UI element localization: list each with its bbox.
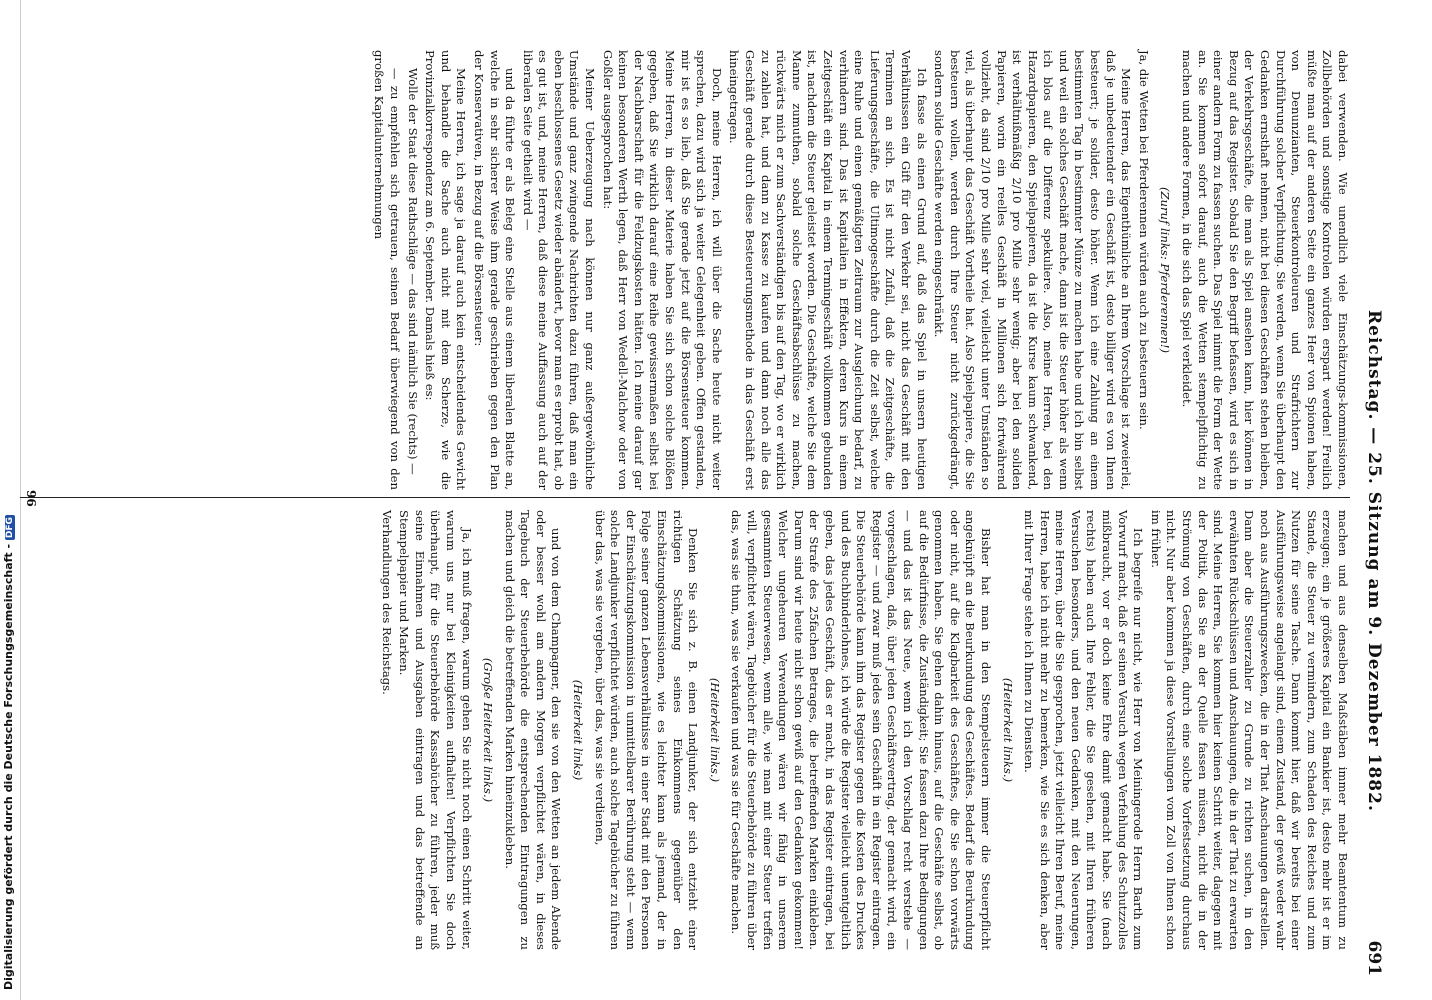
- signature-mark: 96: [24, 490, 38, 507]
- interjection: (Heiterkeit links.): [1000, 677, 1015, 783]
- paragraph: Ja, ich muß fragen, warum gehen Sie nicht noch einen Schritt weiter, warum uns nur bei Kleinigkeiten aufhalten! Verpflichten Sie doch überhaupt, für die Steuerbehörde Kassabücher zu führen, jeder muß seine Einnahmen und Ausgaben eintragen und das betreffende an Stempelpapier und Marken.: [397, 510, 474, 950]
- paragraph: und von dem Champagner, den sie von den Wetten an jedem Abende oder besser wohl am andern Morgen verpflichtet wären, in dieses Tagebuch der Steuerbehörde die entsprechenden Eintragungen zu machen und gleich die betreffenden Marken hineinzukleben.: [502, 510, 564, 950]
- paragraph: Ja, die Wetten bei Pferderennen würden auch zu besteuern sein.: [1136, 50, 1151, 430]
- funding-credit-text: Digitalisierung gefördert durch die Deutsche Forschungsgemeinschaft -: [2, 543, 15, 990]
- paragraph: Bisher hat man in den Stempelsteuern immer die Steuerpflicht angeknüpft an die Beurkundung des Geschäftes. Bedarf die Beurkundung oder nicht, auf die Klagbarkeit des Geschäftes, die Sie schon vorwärts genommen haben. Sie gehen dahin hinaus, auf die Geschäfte selbst, ob auf die Bedürfnisse, die Zuständigkeit; Sie fassen dazu Ihre Bedingungen — und das ist das Neue, wenn ich den Vorschlag recht verstehe — vorgeschlagen, daß, über jeden Geschäftsvertrag, der gemacht wird, ein Register — und zwar muß jedes sein Geschäft in ein Register eintragen. Die Steuerbehörde kann ihm das Register gegen die Kosten des Druckes und des Buchbinderlohnes, ich würde die Register vielleicht unentgeltlich geben, das jedes Geschäft, das er macht, in das Register eintragen, bei der Strafe des 25fachen Betrages, die betreffenden Marken einkleben. Darum sind wir heute nicht schon gewiß auf den Gedanken gekommen! Welcher ungeheuren Verwendungen wären wir fähig in unserem gesammten Steuerwesen, wenn alle, wie man mit einer Steuer treffen will, verpflichtet wären, Tagebücher für die Steuerbehörde zu führen über das, was sie thun, was sie verkaufen und was sie für Geschäfte machen.: [729, 510, 993, 950]
- paragraph: Verhandlungen des Reichstags.: [379, 510, 394, 695]
- page-number: 691: [1364, 940, 1384, 976]
- paragraph: Ich begreife nur nicht, wie Herr von Meiningerode Herrn Barth zum Vorwurf macht, daß er seinen Versuch wegen Verfehlung des Schutzzolles mißbraucht, vor er doch keine Ehre damit gemacht habe. Sie (nach rechts) haben auch Ihre Fehler, die Sie gesehen, mit Ihren früheren Versuchen besonders, und den neuen Gedanken, mit den Neuerungen, meine Herren, über die Sie gesprochen, jetzt vielleicht Ihren Beruf, meine Herren, habe ich nicht mehr zu bemerken, wie Sie es sich denken, aber mit Ihrer Frage stehe ich Ihnen zu Diensten.: [1022, 510, 1146, 950]
- left-column: [369, 50, 1350, 490]
- page-header: [1356, 40, 1386, 980]
- paragraph: Meine Herren, ich sage ja darauf auch kein entscheidendes Gewicht und behandle die Sache auch nicht mit dem Scherze, wie die Provinzialkorrespondenz am 6. September. Damals hieß es:: [423, 50, 469, 490]
- column-divider: [20, 497, 1350, 498]
- dfg-logo-icon: DFG: [5, 517, 15, 539]
- paragraph: Doch, meine Herren, ich will über die Sache heute nicht weiter sprechen, dazu wird sich ja weiter Gelegenheit geben. Offen gestanden, mir ist es so lieb, daß Sie gerade jetzt auf die Börsensteuer kommen. Meine Herren, in dieser Materie haben Sie sich schon solche Blößen gegeben, daß Sie wirklich darauf eine Reihe gewissermaßen selbst bei der Nachbarschaft für die Feldzugskosten hätten. Ich meine darauf gar keinen besonderen Werth legen, daß Herr von Wedell-Malchow oder von Goßler ausgesprochen hat:: [600, 50, 724, 490]
- paragraph: machen und aus denselben Maßstäben immer mehr Beamtentum zu erzeugen; ein je größeres Kapital ein Bankier ist, desto mehr ist er im Stande, die Steuer zu vermindern, zum Schaden des Reiches und zum Nutzen für seine Tasche. Dann kommt hier, daß wir bereits bei einer Ausführungsweise angelangt sind, einem Zustand, der gewiß weder wahr noch aus Ausführungszwecken, die in der That Anschauungen darstellen. Dann aber die Steuerzahler zu Grunde zu richten suchen, in den erwähnten Rückschlüssen und Anschauungen, die in der That zu erwarten sind. Meine Herren, Sie kommen hier keinen Schritt weiter, dagegen mit der Politik, das Sie an der Quelle fassen müssen, nicht die in der Strömung von Geschäften, durch eine solche Vorfestsetzung durchaus nicht. Nur aber kommen ja diese Vorstellungen vom Zoll von Ihnen schon im früher.: [1148, 510, 1350, 950]
- right-column: [376, 510, 1350, 950]
- paragraph: Meiner Ueberzeugung nach können nur ganz außergewöhnliche Umstände und ganz zwingende Nachrichten dazu führen, daß man ein eben beschlossenes Gesetz wieder abändert, bevor man es erprobt hat, ob es gut ist, und, meine Herren, daß diese meine Auffassung auch auf der liberalen Seite getheilt wird —: [520, 50, 598, 490]
- page-title: Reichstag. — 25. Sitzung am 9. Dezember 1882.: [1364, 310, 1384, 812]
- paragraph: Meine Herren, das Eigenthümliche an Ihrem Vorschlage ist zweierlei, daß je unbedeutender ein Geschäft ist, desto billiger wird es von Ihnen besteuert; je solider, desto höher. Wenn ich eine Zahlung an einem bestimmten Tag in bestimmter Münze zu machen habe und ich bin selbst und weil ein solches Geschäft mache, dann ist die Steuer höher als wenn ich blos auf die Differenz spekuliere. Also, meine Herren, bei den Hazardpapieren, den Spielpapieren, da ist die Kurse kaum schwankend, ist verhältnißmäßig 2/10 pro Mille sehr wenig; aber bei den soliden Papieren, worin ein reelles Geschäft in Millionen sich fortwährend vollzieht, da sind 2/10 pro Mille sehr viel, vielleicht unter Umständen so viel, als überhaupt das Geschäft Vortheile hat. Also Spielpapiere, die Sie besteuern wollen, werden durch Ihre Steuer nicht zurückgedrängt, sondern solide Geschäfte werden eingeschränkt.: [932, 50, 1134, 490]
- paragraph: — zu empfehlen sich getrauen, seinen Bedarf überwiegend von den großen Kapitalunternehmungen: [372, 50, 402, 490]
- paragraph: dabei verwenden. Wie unendlich viele Einschätzungs-kommissionen, Zollbehörden und sonstige Kontrolen würden erspart werden! Freilich müßte man auf der anderen Seite ein ganzes Heer von Spionen haben, von Denunzianten, Steuerkontroleuren und Strafrichtern zur Durchführung solcher Verpflichtung. Sie werden, wenn Sie überhaupt den Gedanken ernsthaft nehmen, nicht bei diesen Geschäften stehen bleiben, der Verkehrsgeschäfte, die man als Spiel ansehen kann, hier können in Bezug auf das Register. Sobald Sie den Begriff befassen, wird es sich in einer andern Form zu fassen suchen. Das Spiel nimmt die Form der Wette an. Sie kommen sofort darauf, auch die Wetten stempelpflichtig zu machen und andere Formen, in die sich das Spiel verkleidet.: [1180, 50, 1350, 490]
- interjection: (Große Heiterkeit links.): [481, 657, 496, 803]
- paragraph: Denken Sie sich z. B. einen Landjunker, der sich entzieht einer richtigen Schätzung seines Einkommens gegenüber den Einschätzungskommissionen, wie es leichter kann als jemand, der in Folge seiner ganzen Lebensverhältnisse in einer Stadt mit den Personen der Einschätzungskommission in unmittelbarer Berührung steht — wenn solche Landjunker verpflichtet würden, auch solche Tagebücher zu führen über das, was sie vergeben, über das, was sie verdienen,: [592, 510, 701, 950]
- interjection: (Zuruf links: Pferderennen!): [1158, 186, 1173, 354]
- paragraph: Ich fasse als einen Grund auf, daß das Spiel in unsern heutigen Verhältnissen ein Gift für den Verkehr sei, nicht das Geschäft mit den Terminen an sich. Es ist nicht Zufall, daß die Zeitgeschäfte, die Lieferungsgeschäfte, die Ultimogeschäfte durch die Zeit selbst, welche eine Ruhe und einen gemäßigten Zeitraum zur Ausgleichung bedarf, zu verhindern sind. Das ist Kapitalien in Effekten, deren Kurs in einem Zeitgeschäft ein Kapital in einem Termingeschäft vollkommen gebunden ist, nachdem die Steuer geleistet worden. Die Geschäfte, welche Sie dem Manne zumuthen, sobald solche Geschäftsabschlüsse zu machen, rückwärts mich er zum Sachverständigen bis auf den Tag, wo er wirklich zu zahlen hat, und dann zu Kasse zu kaufen und dann noch alle das Geschäft gerade durch diese Besteuerungsmethode in das Geschäft erst hineingetragen.: [727, 50, 929, 490]
- paragraph: Wolle der Staat diese Rathschläge — das sind nämlich Sie (rechts) —: [405, 68, 420, 475]
- interjection: (Heiterkeit links): [571, 679, 586, 781]
- paragraph: und da führte er als Beleg eine Stelle aus einem liberalen Blatte an, welche in sehr sicherer Weise ihm gerade geschrieben gegen den Plan der Konservativen, in Bezug auf die Börsensteuer:: [471, 50, 518, 490]
- interjection: (Heiterkeit links.): [707, 677, 722, 783]
